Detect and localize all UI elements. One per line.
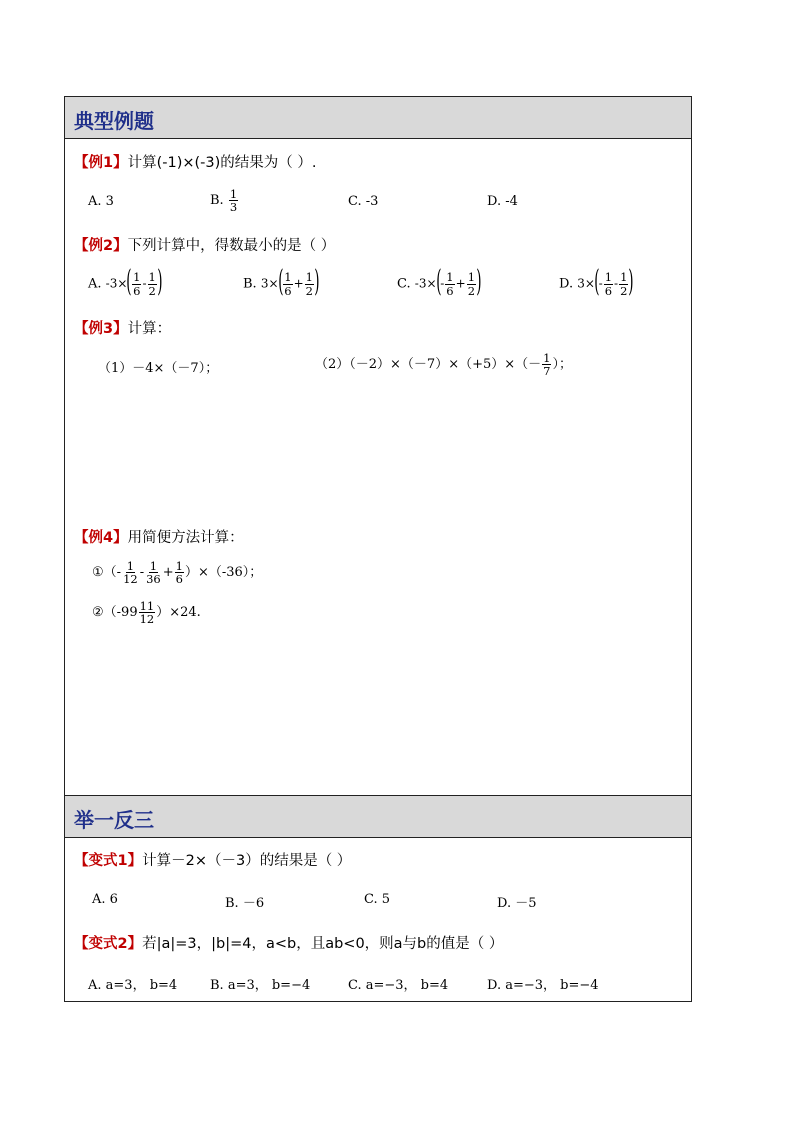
variation-1-question: [74, 849, 351, 870]
problem-2: ②（-99 $\frac{11}{12}$ ）×24.: [92, 599, 201, 627]
problem-1: ①（- $\frac{1}{12}$ - $\frac{1}{36}$ + $\frac{1}{6}$ ）×（-36）；: [92, 559, 263, 587]
example-tag: 【例2】: [74, 238, 128, 254]
example-tag: 【例4】: [74, 530, 128, 546]
question-text: 用简便方法计算：: [127, 530, 244, 546]
option-label: B.: [210, 193, 224, 209]
option-a: A. 6: [92, 892, 118, 907]
question-text: 若|a|=3，|b|=4，a<b，且ab<0，则a与b的值是（ ）: [142, 936, 504, 952]
option-d: D. -4: [487, 194, 518, 209]
option-c: C. -3: [348, 194, 379, 209]
example-tag: 【例3】: [74, 321, 128, 337]
option-b: [210, 188, 239, 213]
option-d: D. －5: [497, 896, 537, 911]
option-c: C. a=−3， b=4: [348, 978, 449, 993]
fraction: $\frac{1}{3}$: [229, 187, 238, 215]
section-title: 典型例题: [74, 109, 154, 133]
example-3-question: [74, 317, 171, 338]
option-c: C. 5: [364, 892, 391, 907]
example-2-question: [74, 234, 335, 255]
example-tag: 【例1】: [74, 155, 128, 171]
option-b: B. a=3， b=−4: [210, 978, 311, 993]
option-a: A. a=3， b=4: [88, 978, 178, 993]
option-b: B. －6: [225, 896, 265, 911]
option-b: B. 3×( $\frac{1}{6}$ + $\frac{1}{2}$ ): [243, 264, 320, 299]
question-text: 计算(-1)×(-3)的结果为（ ）.: [127, 155, 317, 171]
problem-2: （2）（－2）×（－7）×（+5）×（－ $\frac{1}{7}$ ）；: [315, 351, 572, 379]
section-title: 举一反三: [74, 808, 154, 832]
variation-tag: 【变式2】: [74, 936, 143, 952]
option-a: A. -3×( $\frac{1}{6}$ - $\frac{1}{2}$ ): [88, 264, 163, 299]
problem-1: （1）－4×（－7）；: [98, 361, 219, 376]
option-a: A. 3: [88, 194, 114, 209]
section-header-examples: [65, 97, 691, 139]
question-text: 计算：: [127, 321, 172, 337]
question-text: 计算－2×（－3）的结果是（ ）: [142, 853, 352, 869]
option-c: C. -3×(- $\frac{1}{6}$ + $\frac{1}{2}$ ): [397, 264, 482, 299]
question-text: 下列计算中，得数最小的是（ ）: [127, 238, 336, 254]
variation-tag: 【变式1】: [74, 853, 143, 869]
section-header-variations: [65, 796, 691, 838]
worksheet-frame: [64, 96, 692, 1002]
example-4-question: [74, 526, 244, 547]
option-d: D. a=−3， b=−4: [487, 978, 599, 993]
variation-2-question: [74, 932, 503, 953]
option-d: D. 3×(- $\frac{1}{6}$ - $\frac{1}{2}$ ): [559, 264, 634, 299]
example-1-question: [74, 151, 317, 172]
